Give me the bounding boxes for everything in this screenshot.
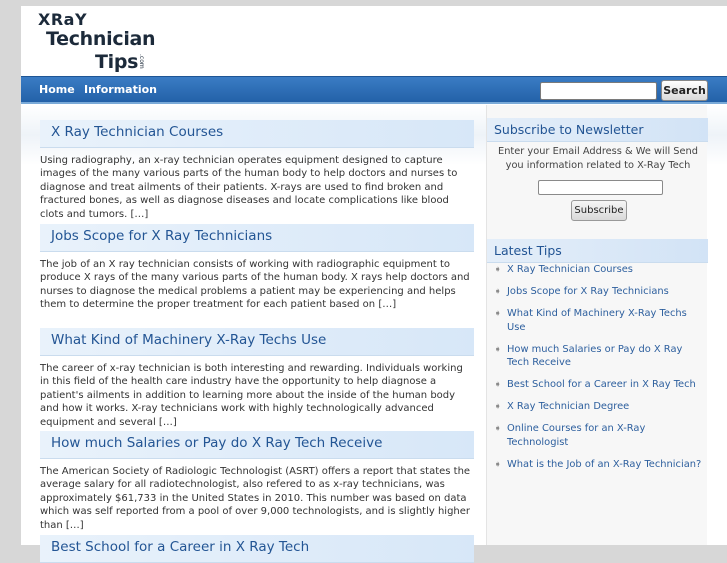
latest-tip-link[interactable]: What Kind of Machinery X-Ray Techs Use (507, 308, 687, 333)
post-excerpt: The career of x-ray technician is both interesting and rewarding. Individuals working in this field of the health care industry have the opportunity to help diagnose a patient's ailments in addition to learning more about the inside of the human body and how it works. X-ray technicians work with highly technologically advanced equipment and several […] (40, 363, 463, 428)
latest-tip-item[interactable] (487, 285, 702, 299)
latest-tip-link[interactable]: What is the Job of an X-Ray Technician? (507, 458, 702, 470)
logo-line-technician: Technician (46, 28, 156, 50)
logo-line-com: .com (138, 54, 145, 69)
post-excerpt: The job of an X ray technician consists of working with radiographic equipment to produce X rays of the many various parts of the human body. X rays help doctors and nurses to diagnose the medical problems a patient may be experiencing and helps them to determine the proper treatment for each patient based on […] (40, 259, 470, 311)
nav-information-link[interactable]: Information (84, 83, 157, 96)
site-logo[interactable] (38, 10, 168, 74)
latest-tips-title: Latest Tips (494, 243, 562, 258)
arrow-right-icon: ➧ (494, 402, 502, 412)
latest-tip-link[interactable]: Jobs Scope for X Ray Technicians (507, 286, 669, 297)
page (21, 6, 727, 555)
post-excerpt: Using radiography, an x-ray technician operates equipment designed to capture images of the many various parts of the human body to help doctors and nurses to diagnose and treat ailments of their patients. X-rays are used to find broken and fractured bones, as well as diagnose diseases and locate complications like blood clots and tumors. […] (40, 155, 458, 220)
arrow-right-icon: ➧ (494, 265, 502, 275)
latest-tip-item[interactable] (487, 263, 702, 277)
newsletter-description: Enter your Email Address & We will Send you information related to X-Ray Tech (498, 146, 698, 171)
latest-tip-link[interactable]: X Ray Technician Courses (507, 264, 633, 275)
search-input[interactable] (540, 82, 657, 100)
sidebar (486, 105, 707, 545)
post-title-link[interactable]: Jobs Scope for X Ray Technicians (51, 228, 273, 244)
subscribe-button[interactable]: Subscribe (571, 200, 627, 221)
arrow-right-icon: ➧ (494, 344, 502, 355)
latest-tip-link[interactable]: How much Salaries or Pay do X Ray Tech Receive (507, 343, 683, 368)
post-title-band (40, 328, 474, 356)
logo-line-tips: Tips (95, 51, 139, 73)
latest-tip-link[interactable]: X Ray Technician Degree (507, 401, 630, 412)
latest-tip-item[interactable] (487, 422, 702, 449)
latest-tip-item[interactable] (487, 458, 702, 472)
arrow-right-icon: ➧ (494, 459, 502, 470)
latest-tip-item[interactable] (487, 378, 702, 392)
post-title-band (40, 120, 474, 148)
arrow-right-icon: ➧ (494, 424, 502, 434)
arrow-right-icon: ➧ (494, 380, 502, 390)
arrow-right-icon: ➧ (494, 309, 502, 319)
latest-tip-item[interactable] (487, 400, 702, 414)
arrow-right-icon: ➧ (494, 287, 502, 297)
latest-tips-widget-title (487, 239, 708, 263)
nav-home-link[interactable]: Home (39, 83, 75, 96)
search-button[interactable]: Search (661, 80, 708, 101)
post-title-band (40, 535, 474, 563)
nav-bar (21, 76, 727, 104)
logo-line-xray: XRaY (38, 10, 88, 29)
newsletter-email-input[interactable] (538, 180, 663, 195)
content-area (21, 105, 727, 555)
newsletter-widget-title (487, 118, 708, 142)
latest-tip-link[interactable]: Best School for a Career in X Ray Tech (507, 379, 696, 390)
post-title-link[interactable]: X Ray Technician Courses (51, 124, 224, 140)
post-title-link[interactable]: How much Salaries or Pay do X Ray Tech Receive (51, 435, 383, 451)
latest-tips-list (487, 263, 708, 480)
post-title-band (40, 431, 474, 459)
latest-tip-item[interactable] (487, 343, 702, 370)
latest-tip-item[interactable] (487, 307, 702, 334)
post-title-link[interactable]: What Kind of Machinery X-Ray Techs Use (51, 332, 327, 348)
post-title-band (40, 224, 474, 252)
newsletter-title: Subscribe to Newsletter (494, 122, 644, 137)
post-excerpt: The American Society of Radiologic Technologist (ASRT) offers a report that states the average salary for all radiotechnologist, also refered to as x-ray technicians, was approximately $61,733 in the United States in 2010. This number was based on data which was self reported from a pool of over 9,000 technologists, and is slightly higher than […] (40, 466, 471, 531)
header (21, 6, 727, 76)
post-title-link[interactable]: Best School for a Career in X Ray Tech (51, 539, 310, 555)
latest-tip-link[interactable]: Online Courses for an X-Ray Technologist (507, 423, 646, 448)
